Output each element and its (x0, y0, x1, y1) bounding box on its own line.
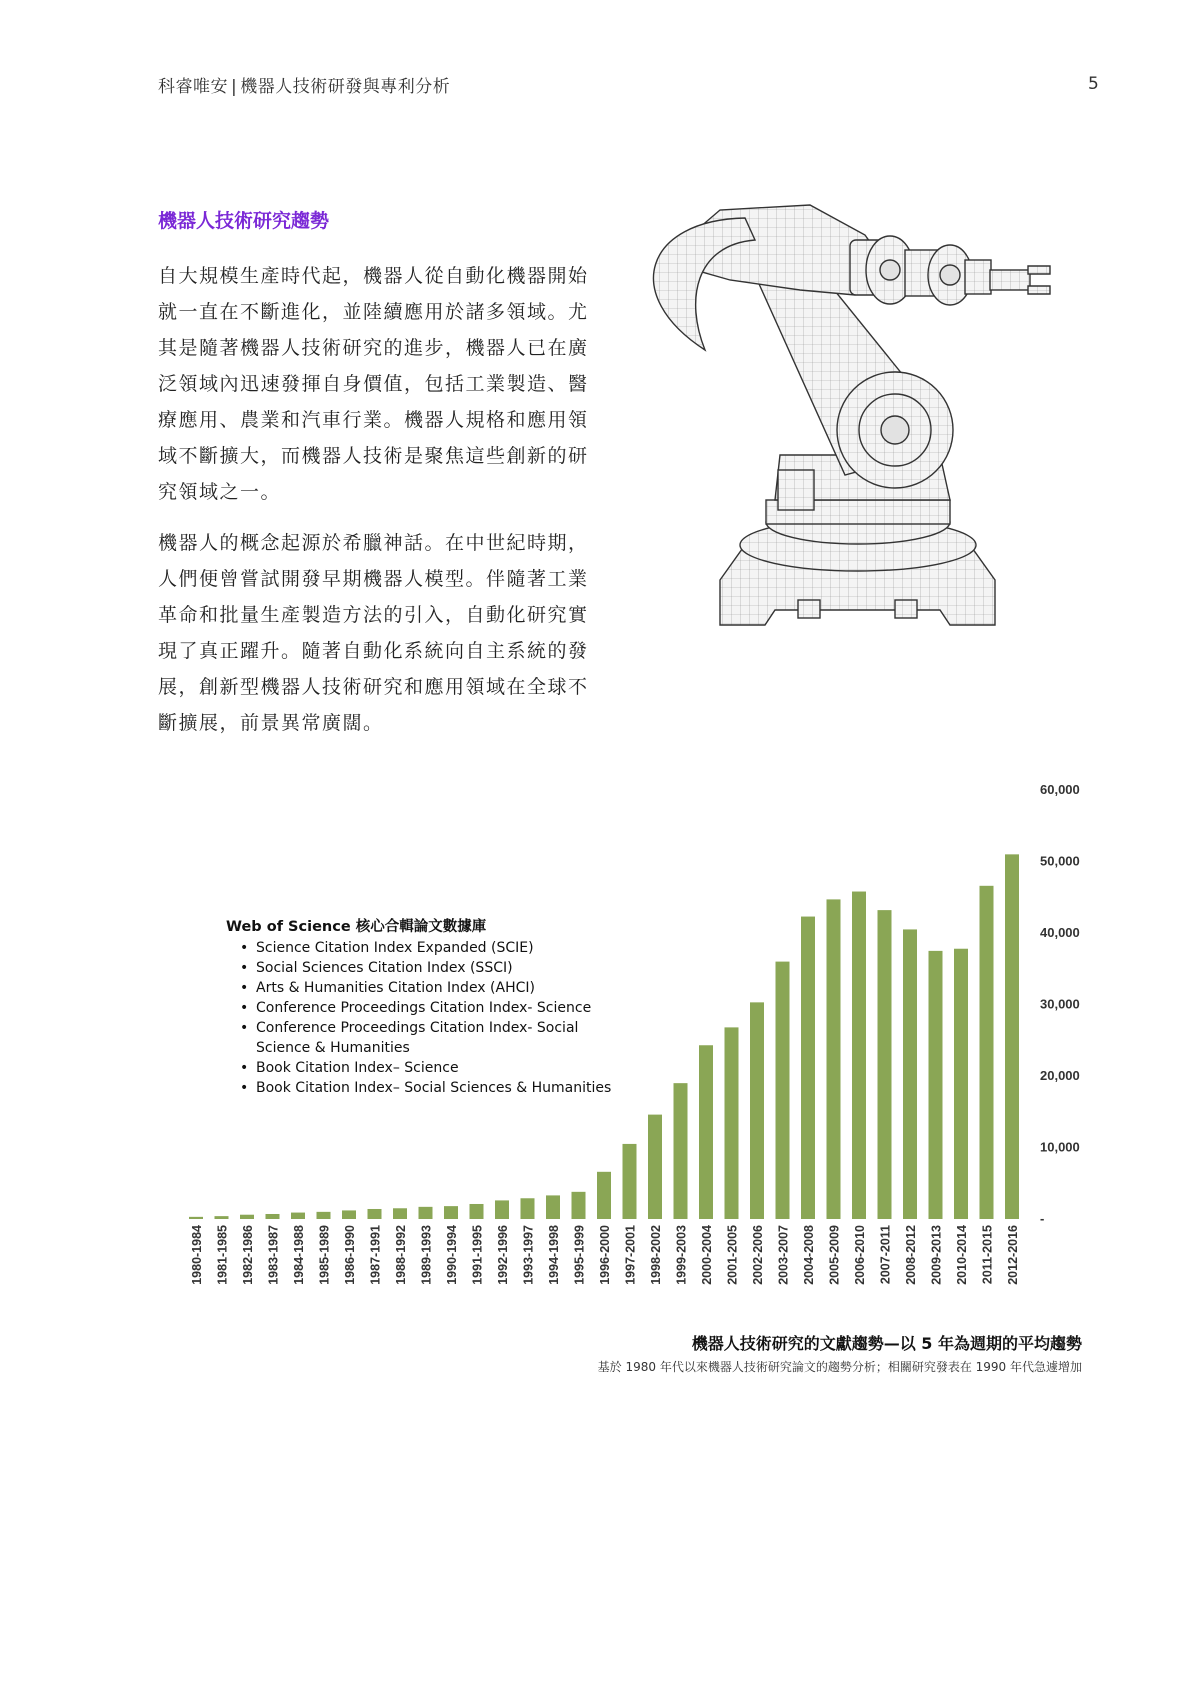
header-doc-title: 機器人技術研發與專利分析 (240, 77, 451, 97)
robot-arm-image (650, 200, 1080, 680)
x-tick-label: 1982-1986 (241, 1225, 255, 1285)
x-tick-label: 2004-2008 (802, 1225, 816, 1285)
x-tick-label: 1985-1989 (317, 1225, 332, 1285)
y-tick-label: 60,000 (1040, 782, 1080, 797)
x-tick-label: 1992-1996 (496, 1225, 510, 1285)
paragraph-intro: 自大規模生產時代起，機器人從自動化機器開始就一直在不斷進化，並陸續應用於諸多領域。尤其是隨著機器人技術研究的進步，機器人已在廣泛領域內迅速發揮自身價值，包括工業製造、醫療應用、農業和汽車行業。機器人規格和應用領域不斷擴大，而機器人技術是聚焦這些創新的研究領域之一。 (158, 265, 589, 503)
legend-item-cpci-ssh: • Conference Proceedings Citation Index- Social Science & Humanities (226, 1018, 626, 1058)
x-tick-label: 1998-2002 (649, 1225, 663, 1285)
bar-2007-2011 (878, 910, 892, 1219)
legend-item-cpci-s: • Conference Proceedings Citation Index- Science (226, 998, 626, 1018)
x-tick-label: 2007-2011 (878, 1225, 893, 1285)
bar-2012-2016 (1005, 854, 1019, 1219)
x-tick-label: 1980-1984 (190, 1225, 204, 1285)
x-tick-label: 1991-1995 (470, 1225, 485, 1285)
bar-2011-2015 (980, 886, 994, 1219)
y-tick-label: 10,000 (1040, 1139, 1080, 1155)
x-tick-label: 2005-2009 (827, 1225, 842, 1285)
y-tick-label: 30,000 (1040, 996, 1080, 1012)
x-tick-label: 1987-1991 (368, 1225, 383, 1285)
bar-1995-1999 (572, 1192, 586, 1219)
legend-list (226, 938, 626, 1098)
bar-1980-1984 (189, 1217, 203, 1219)
header-separator: | (231, 77, 238, 97)
bar-2003-2007 (776, 962, 790, 1219)
x-tick-label: 1986-1990 (343, 1225, 357, 1285)
paragraph-history: 機器人的概念起源於希臘神話。在中世紀時期，人們便曾嘗試開發早期機器人模型。伴隨著工業革命和批量生產製造方法的引入，自動化研究實現了真正躍升。隨著自動化系統向自主系統的發展，創新型機器人技術研究和應用領域在全球不斷擴展，前景異常廣闊。 (158, 532, 589, 734)
x-tick-label: 2009-2013 (929, 1225, 944, 1285)
y-tick-label: 40,000 (1040, 925, 1080, 940)
bar-1981-1985 (215, 1216, 229, 1219)
bar-1993-1997 (521, 1198, 535, 1219)
x-tick-label: 2006-2010 (853, 1225, 867, 1285)
x-tick-label: 2012-2016 (1006, 1225, 1020, 1285)
bar-1982-1986 (240, 1215, 254, 1219)
x-tick-label: 1981-1985 (215, 1225, 230, 1285)
header-org: 科睿唯安 (158, 77, 228, 97)
bar-1998-2002 (648, 1115, 662, 1219)
x-tick-label: 1983-1987 (266, 1225, 281, 1285)
bar-1983-1987 (266, 1214, 280, 1219)
bar-1991-1995 (470, 1204, 484, 1219)
x-tick-label: 2008-2012 (904, 1225, 918, 1285)
bar-2001-2005 (725, 1027, 739, 1219)
chart-subtitle: 基於 1980 年代以來機器人技術研究論文的趨勢分析；相關研究發表在 1990 年代急遽增加 (597, 1360, 1082, 1374)
x-tick-label: 1995-1999 (572, 1225, 587, 1285)
bar-1999-2003 (674, 1083, 688, 1219)
y-tick-label: 50,000 (1040, 853, 1080, 869)
x-tick-label: 1999-2003 (674, 1225, 689, 1285)
x-tick-label: 1996-2000 (598, 1225, 612, 1285)
bar-1992-1996 (495, 1200, 509, 1219)
bar-2005-2009 (827, 899, 841, 1219)
bar-1990-1994 (444, 1206, 458, 1219)
y-tick-label: 20,000 (1040, 1068, 1080, 1083)
x-tick-label: 1990-1994 (445, 1225, 459, 1285)
x-tick-label: 1997-2001 (623, 1225, 638, 1285)
x-tick-label: 1984-1988 (292, 1225, 306, 1285)
bar-1994-1998 (546, 1195, 560, 1219)
bar-2010-2014 (954, 949, 968, 1219)
x-tick-label: 2002-2006 (751, 1225, 765, 1285)
x-tick-label: 1988-1992 (394, 1225, 408, 1285)
legend-item-scie: • Science Citation Index Expanded (SCIE) (226, 938, 626, 958)
bar-2006-2010 (852, 892, 866, 1219)
bar-1987-1991 (368, 1209, 382, 1219)
x-tick-label: 1989-1993 (419, 1225, 434, 1285)
bar-2009-2013 (929, 951, 943, 1219)
header-title (158, 72, 450, 97)
x-tick-label: 2000-2004 (700, 1225, 714, 1285)
bar-1986-1990 (342, 1210, 356, 1219)
bar-2008-2012 (903, 929, 917, 1219)
bar-2000-2004 (699, 1045, 713, 1219)
bar-1989-1993 (419, 1207, 433, 1219)
x-tick-label: 1993-1997 (521, 1225, 536, 1285)
page-number: 5 (1088, 74, 1099, 94)
chart-legend (226, 917, 626, 1098)
legend-item-ssci: • Social Sciences Citation Index (SSCI) (226, 958, 626, 978)
bar-1996-2000 (597, 1172, 611, 1219)
bar-1984-1988 (291, 1213, 305, 1219)
legend-title: Web of Science 核心合輯論文數據庫 (226, 919, 487, 935)
chart-title: 機器人技術研究的文獻趨勢—以 5 年為週期的平均趨勢 (691, 1334, 1082, 1353)
bar-2002-2006 (750, 1002, 764, 1219)
bar-1997-2001 (623, 1144, 637, 1219)
x-tick-label: 2001-2005 (725, 1225, 740, 1285)
bar-2004-2008 (801, 917, 815, 1219)
y-tick-label: - (1040, 1211, 1045, 1226)
legend-item-ahci: • Arts & Humanities Citation Index (AHCI) (226, 978, 626, 998)
x-tick-label: 2010-2014 (955, 1225, 969, 1285)
x-tick-label: 2011-2015 (980, 1225, 995, 1285)
legend-item-bkci-s: • Book Citation Index– Science (226, 1058, 626, 1078)
legend-item-bkci-ssh: • Book Citation Index– Social Sciences & Humanities (226, 1078, 626, 1098)
section-title: 機器人技術研究趨勢 (158, 210, 330, 232)
x-tick-label: 2003-2007 (776, 1225, 791, 1285)
x-tick-label: 1994-1998 (547, 1225, 561, 1285)
bar-1988-1992 (393, 1208, 407, 1219)
bar-1985-1989 (317, 1212, 331, 1219)
